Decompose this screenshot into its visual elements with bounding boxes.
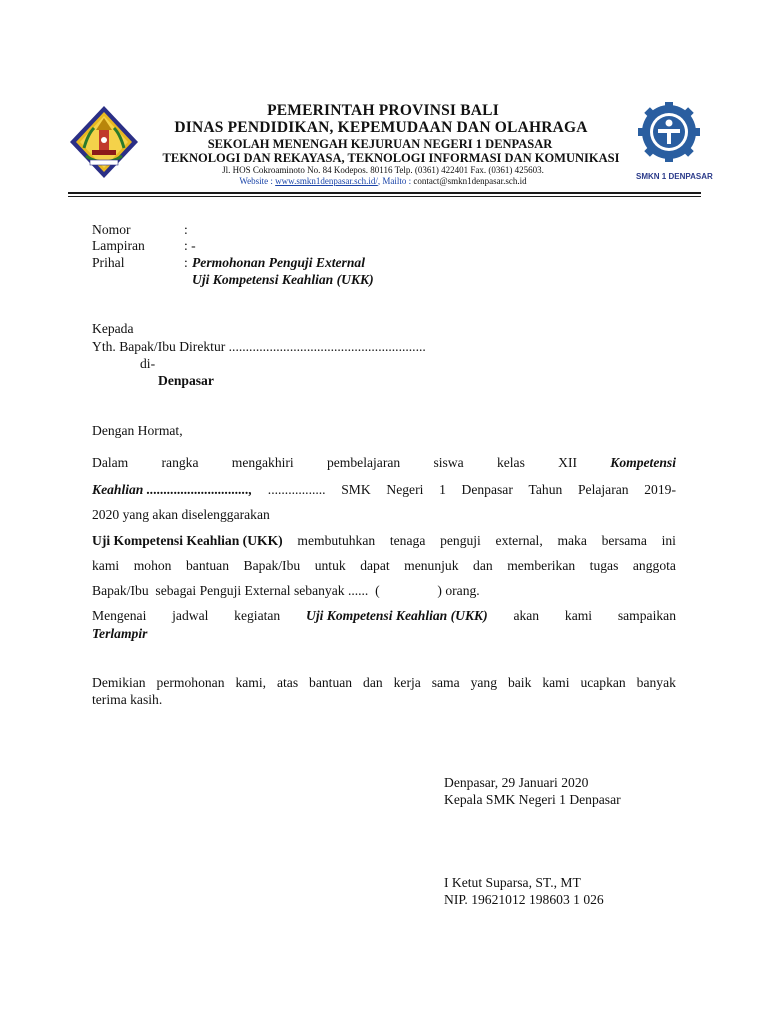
prihal-line-1: Permohonan Penguji External — [192, 255, 365, 270]
word: dan — [473, 558, 493, 573]
paragraph-3-line-2: Terlampir — [92, 626, 148, 641]
word: tenaga — [389, 533, 426, 548]
word-emphasis: Uji Kompetensi Keahlian (UKK) — [92, 533, 283, 548]
word: Tahun — [528, 482, 563, 497]
word: pembelajaran — [326, 455, 401, 470]
word: kami — [564, 608, 593, 623]
word: kami — [92, 558, 120, 573]
word: 1 — [439, 482, 446, 497]
signature-name: I Ketut Suparsa, ST., MT — [444, 875, 581, 890]
word: ................. — [267, 482, 326, 497]
paragraph-3-line-1 — [92, 608, 676, 624]
letterhead-contact — [0, 176, 767, 186]
word: 2019- — [644, 482, 676, 497]
recipient-city: Denpasar — [158, 373, 214, 388]
signature-position: Kepala SMK Negeri 1 Denpasar — [444, 792, 621, 807]
word: kami — [542, 675, 570, 690]
word: yang — [470, 675, 498, 690]
website-label: Website : — [239, 176, 276, 186]
word: untuk — [314, 558, 346, 573]
letterhead-rule-thick — [68, 192, 701, 194]
nomor-value: : — [184, 222, 188, 237]
word: ucapkan — [580, 675, 626, 690]
word: mengakhiri — [231, 455, 294, 470]
word: Denpasar — [461, 482, 513, 497]
word: kami, — [235, 675, 267, 690]
paragraph-2-line-1 — [92, 533, 676, 549]
word: mohon — [133, 558, 172, 573]
word: baik — [507, 675, 532, 690]
word: rangka — [161, 455, 199, 470]
word: Negeri — [386, 482, 424, 497]
word: kerja — [393, 675, 421, 690]
paragraph-2-line-2 — [92, 558, 676, 574]
word: bersama — [601, 533, 647, 548]
lampiran-label: Lampiran — [92, 238, 145, 253]
paragraph-4-line-1 — [92, 675, 676, 691]
word: external, — [495, 533, 543, 548]
prihal-label: Prihal — [92, 255, 125, 270]
word: dapat — [360, 558, 390, 573]
letterhead-address: Jl. HOS Cokroaminoto No. 84 Kodepos. 80116 Telp. (0361) 422401 Fax. (0361) 425603. — [222, 165, 544, 175]
paragraph-1-line-3: 2020 yang akan diselenggarakan — [92, 507, 270, 522]
salutation: Dengan Hormat, — [92, 423, 183, 438]
word: kelas — [496, 455, 525, 470]
word: Demikian — [92, 675, 146, 690]
word: sama — [431, 675, 460, 690]
word: penguji — [440, 533, 481, 548]
email-link[interactable]: contact@smkn1denpasar.sch.id — [413, 176, 527, 186]
paragraph-1-line-1 — [92, 455, 676, 471]
word: jadwal — [172, 608, 209, 623]
word: tugas — [589, 558, 619, 573]
word: bantuan — [185, 558, 230, 573]
letterhead-rule-thin — [68, 196, 701, 197]
word: ini — [661, 533, 676, 548]
recipient-di: di- — [140, 356, 156, 371]
word: bantuan — [309, 675, 353, 690]
letterhead-department: DINAS PENDIDIKAN, KEPEMUDAAN DAN OLAHRAGA — [174, 119, 588, 136]
recipient-line: Yth. Bapak/Ibu Direktur .......................................................... — [92, 339, 426, 354]
word-emphasis: Uji Kompetensi Keahlian (UKK) — [306, 608, 488, 623]
nomor-label: Nomor — [92, 222, 131, 237]
kepada-label: Kepada — [92, 321, 134, 336]
word-emphasis: Kompetensi — [610, 455, 676, 470]
paragraph-2-line-3: Bapak/Ibu sebagai Penguji External sebanyak ...... ( ) orang. — [92, 583, 480, 598]
word: siswa — [433, 455, 464, 470]
word: Dalam — [92, 455, 129, 470]
signature-nip: NIP. 19621012 198603 1 026 — [444, 892, 604, 907]
prihal-line-2: Uji Kompetensi Keahlian (UKK) — [192, 272, 374, 287]
word: XII — [558, 455, 578, 470]
word: atas — [276, 675, 299, 690]
word: Pelajaran — [578, 482, 629, 497]
letterhead-province: PEMERINTAH PROVINSI BALI — [267, 102, 499, 119]
word: banyak — [636, 675, 676, 690]
paragraph-1-line-2 — [92, 482, 676, 498]
school-logo-label: SMKN 1 DENPASAR — [636, 172, 713, 181]
word: maka — [557, 533, 587, 548]
prihal-colon: : — [184, 255, 188, 270]
word: membutuhkan — [297, 533, 376, 548]
letterhead-programs: TEKNOLOGI DAN REKAYASA, TEKNOLOGI INFORMASI DAN KOMUNIKASI — [162, 151, 620, 165]
word: dan — [363, 675, 383, 690]
word: akan — [513, 608, 540, 623]
website-link[interactable]: www.smkn1denpasar.sch.id/ — [275, 176, 378, 186]
word: memberikan — [507, 558, 576, 573]
word: sampaikan — [617, 608, 676, 623]
word: anggota — [632, 558, 676, 573]
word: menunjuk — [404, 558, 459, 573]
letterhead-school: SEKOLAH MENENGAH KEJURUAN NEGERI 1 DENPASAR — [207, 137, 553, 151]
lampiran-value: : - — [184, 238, 196, 253]
mailto-label: , Mailto : — [377, 176, 414, 186]
word: kegiatan — [234, 608, 281, 623]
signature-place-date: Denpasar, 29 Januari 2020 — [444, 775, 589, 790]
paragraph-4-line-2: terima kasih. — [92, 692, 163, 707]
word: permohonan — [156, 675, 225, 690]
word: Bapak/Ibu — [243, 558, 301, 573]
word: Mengenai — [92, 608, 147, 623]
word: SMK — [341, 482, 371, 497]
word-emphasis: Keahlian .............................., — [92, 482, 253, 497]
